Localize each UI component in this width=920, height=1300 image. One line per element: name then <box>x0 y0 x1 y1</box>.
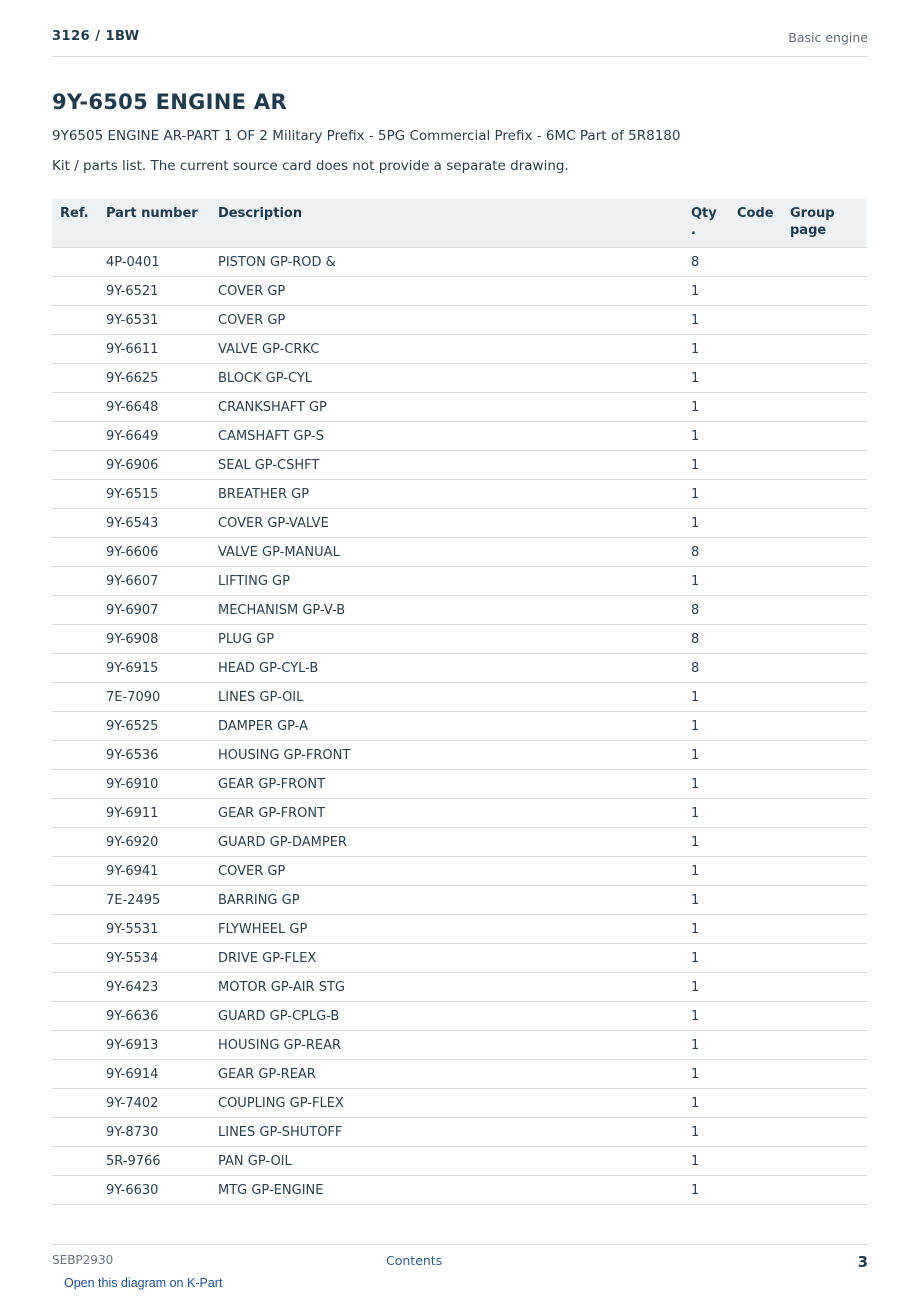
description-cell: LINES GP-SHUTOFF <box>210 1118 683 1147</box>
ref-cell <box>52 1089 98 1118</box>
table-row <box>52 857 867 886</box>
page-subtitle: 9Y6505 ENGINE AR-PART 1 OF 2 Military Prefix - 5PG Commercial Prefix - 6MC Part of 5R8180 <box>52 128 681 144</box>
ref-cell <box>52 1118 98 1147</box>
ref-cell <box>52 1002 98 1031</box>
description-cell: BARRING GP <box>210 886 683 915</box>
ref-cell <box>52 799 98 828</box>
ref-cell <box>52 857 98 886</box>
code-cell <box>729 248 782 277</box>
description-cell: COUPLING GP-FLEX <box>210 1089 683 1118</box>
code-cell <box>729 567 782 596</box>
ref-cell <box>52 1147 98 1176</box>
group-page-cell <box>782 1089 867 1118</box>
page-header <box>52 22 868 57</box>
qty-cell: 1 <box>683 741 729 770</box>
group-page-cell <box>782 944 867 973</box>
table-row <box>52 538 867 567</box>
group-page-cell <box>782 712 867 741</box>
table-row <box>52 509 867 538</box>
ref-cell <box>52 915 98 944</box>
section-label: Basic engine <box>788 30 868 45</box>
table-row <box>52 1176 867 1205</box>
table-row <box>52 1147 867 1176</box>
part-number-cell: 9Y-6423 <box>98 973 210 1002</box>
table-row <box>52 1031 867 1060</box>
group-page-cell <box>782 393 867 422</box>
qty-cell: 1 <box>683 335 729 364</box>
description-cell: GUARD GP-CPLG-B <box>210 1002 683 1031</box>
ref-cell <box>52 625 98 654</box>
code-cell <box>729 1060 782 1089</box>
group-page-cell <box>782 1002 867 1031</box>
qty-cell: 1 <box>683 1002 729 1031</box>
part-number-cell: 9Y-6915 <box>98 654 210 683</box>
description-cell: GEAR GP-FRONT <box>210 799 683 828</box>
qty-cell: 1 <box>683 480 729 509</box>
qty-cell: 1 <box>683 1060 729 1089</box>
table-row <box>52 451 867 480</box>
group-page-cell <box>782 1147 867 1176</box>
ref-cell <box>52 364 98 393</box>
group-page-cell <box>782 1176 867 1205</box>
part-number-cell: 9Y-5531 <box>98 915 210 944</box>
part-number-cell: 9Y-6630 <box>98 1176 210 1205</box>
description-cell: MOTOR GP-AIR STG <box>210 973 683 1002</box>
qty-cell: 8 <box>683 596 729 625</box>
description-cell: COVER GP-VALVE <box>210 509 683 538</box>
code-cell <box>729 1002 782 1031</box>
qty-cell: 1 <box>683 509 729 538</box>
group-page-cell <box>782 683 867 712</box>
page-number: 3 <box>857 1253 868 1271</box>
code-cell <box>729 596 782 625</box>
part-number-cell: 9Y-6941 <box>98 857 210 886</box>
qty-cell: 1 <box>683 393 729 422</box>
ref-cell <box>52 509 98 538</box>
description-cell: MTG GP-ENGINE <box>210 1176 683 1205</box>
description-cell: HOUSING GP-REAR <box>210 1031 683 1060</box>
description-cell: BLOCK GP-CYL <box>210 364 683 393</box>
table-row <box>52 799 867 828</box>
part-number-cell: 4P-0401 <box>98 248 210 277</box>
group-page-cell <box>782 799 867 828</box>
qty-cell: 8 <box>683 654 729 683</box>
model-breadcrumb: 3126 / 1BW <box>52 29 140 44</box>
qty-cell: 1 <box>683 1147 729 1176</box>
table-row <box>52 364 867 393</box>
part-number-cell: 9Y-6914 <box>98 1060 210 1089</box>
open-kpart-link[interactable]: Open this diagram on K-Part <box>64 1276 223 1290</box>
col-qty: Qty . <box>683 199 729 248</box>
qty-cell: 1 <box>683 422 729 451</box>
code-cell <box>729 973 782 1002</box>
description-cell: DAMPER GP-A <box>210 712 683 741</box>
table-row <box>52 335 867 364</box>
qty-cell: 1 <box>683 857 729 886</box>
group-page-cell <box>782 857 867 886</box>
description-cell: CAMSHAFT GP-S <box>210 422 683 451</box>
code-cell <box>729 741 782 770</box>
ref-cell <box>52 596 98 625</box>
col-ref: Ref. <box>52 199 98 248</box>
code-cell <box>729 509 782 538</box>
part-number-cell: 9Y-6625 <box>98 364 210 393</box>
source-note: Kit / parts list. The current source card does not provide a separate drawing. <box>52 158 569 174</box>
qty-cell: 1 <box>683 306 729 335</box>
code-cell <box>729 538 782 567</box>
qty-cell: 8 <box>683 248 729 277</box>
part-number-cell: 9Y-6531 <box>98 306 210 335</box>
table-row <box>52 393 867 422</box>
part-number-cell: 9Y-8730 <box>98 1118 210 1147</box>
part-number-cell: 9Y-6611 <box>98 335 210 364</box>
description-cell: COVER GP <box>210 277 683 306</box>
group-page-cell <box>782 596 867 625</box>
header-row <box>52 199 867 248</box>
table-row <box>52 567 867 596</box>
description-cell: HOUSING GP-FRONT <box>210 741 683 770</box>
group-page-cell <box>782 915 867 944</box>
code-cell <box>729 828 782 857</box>
qty-cell: 1 <box>683 770 729 799</box>
ref-cell <box>52 248 98 277</box>
part-number-cell: 9Y-6536 <box>98 741 210 770</box>
code-cell <box>729 1118 782 1147</box>
description-cell: LINES GP-OIL <box>210 683 683 712</box>
qty-cell: 1 <box>683 915 729 944</box>
group-page-cell <box>782 770 867 799</box>
table-row <box>52 915 867 944</box>
group-page-cell <box>782 567 867 596</box>
part-number-cell: 9Y-6913 <box>98 1031 210 1060</box>
description-cell: GEAR GP-FRONT <box>210 770 683 799</box>
part-number-cell: 9Y-7402 <box>98 1089 210 1118</box>
ref-cell <box>52 1060 98 1089</box>
part-number-cell: 9Y-6906 <box>98 451 210 480</box>
code-cell <box>729 712 782 741</box>
ref-cell <box>52 712 98 741</box>
ref-cell <box>52 886 98 915</box>
group-page-cell <box>782 248 867 277</box>
ref-cell <box>52 1176 98 1205</box>
code-cell <box>729 393 782 422</box>
code-cell <box>729 770 782 799</box>
ref-cell <box>52 1031 98 1060</box>
group-page-cell <box>782 1031 867 1060</box>
qty-cell: 1 <box>683 277 729 306</box>
code-cell <box>729 799 782 828</box>
page-title: 9Y-6505 ENGINE AR <box>52 90 287 114</box>
part-number-cell: 9Y-6515 <box>98 480 210 509</box>
description-cell: HEAD GP-CYL-B <box>210 654 683 683</box>
code-cell <box>729 654 782 683</box>
description-cell: MECHANISM GP-V-B <box>210 596 683 625</box>
parts-table <box>52 199 867 1205</box>
table-row <box>52 683 867 712</box>
qty-cell: 1 <box>683 683 729 712</box>
code-cell <box>729 683 782 712</box>
part-number-cell: 5R-9766 <box>98 1147 210 1176</box>
ref-cell <box>52 451 98 480</box>
part-number-cell: 9Y-6636 <box>98 1002 210 1031</box>
table-row <box>52 1118 867 1147</box>
ref-cell <box>52 422 98 451</box>
code-cell <box>729 1089 782 1118</box>
part-number-cell: 7E-7090 <box>98 683 210 712</box>
group-page-cell <box>782 422 867 451</box>
part-number-cell: 7E-2495 <box>98 886 210 915</box>
table-row <box>52 973 867 1002</box>
group-page-cell <box>782 1118 867 1147</box>
table-row <box>52 422 867 451</box>
part-number-cell: 9Y-6525 <box>98 712 210 741</box>
part-number-cell: 9Y-6607 <box>98 567 210 596</box>
code-cell <box>729 480 782 509</box>
group-page-cell <box>782 625 867 654</box>
code-cell <box>729 1147 782 1176</box>
group-page-cell <box>782 973 867 1002</box>
ref-cell <box>52 770 98 799</box>
ref-cell <box>52 683 98 712</box>
description-cell: VALVE GP-MANUAL <box>210 538 683 567</box>
description-cell: BREATHER GP <box>210 480 683 509</box>
ref-cell <box>52 393 98 422</box>
part-number-cell: 9Y-6908 <box>98 625 210 654</box>
qty-cell: 1 <box>683 799 729 828</box>
col-code: Code <box>729 199 782 248</box>
table-row <box>52 596 867 625</box>
code-cell <box>729 277 782 306</box>
description-cell: GUARD GP-DAMPER <box>210 828 683 857</box>
group-page-cell <box>782 509 867 538</box>
qty-cell: 1 <box>683 364 729 393</box>
code-cell <box>729 364 782 393</box>
group-page-cell <box>782 335 867 364</box>
ref-cell <box>52 654 98 683</box>
group-page-cell <box>782 886 867 915</box>
description-cell: GEAR GP-REAR <box>210 1060 683 1089</box>
qty-cell: 1 <box>683 973 729 1002</box>
table-row <box>52 480 867 509</box>
description-cell: CRANKSHAFT GP <box>210 393 683 422</box>
table-row <box>52 944 867 973</box>
description-cell: COVER GP <box>210 306 683 335</box>
qty-cell: 1 <box>683 828 729 857</box>
qty-cell: 1 <box>683 1176 729 1205</box>
qty-cell: 1 <box>683 1031 729 1060</box>
code-cell <box>729 625 782 654</box>
table-row <box>52 277 867 306</box>
table-row <box>52 828 867 857</box>
ref-cell <box>52 538 98 567</box>
qty-cell: 1 <box>683 1118 729 1147</box>
description-cell: PLUG GP <box>210 625 683 654</box>
table-row <box>52 1060 867 1089</box>
qty-cell: 1 <box>683 567 729 596</box>
part-number-cell: 9Y-6911 <box>98 799 210 828</box>
col-part-number: Part number <box>98 199 210 248</box>
description-cell: PAN GP-OIL <box>210 1147 683 1176</box>
code-cell <box>729 886 782 915</box>
col-group-page: Group page <box>782 199 867 248</box>
code-cell <box>729 915 782 944</box>
qty-cell: 1 <box>683 944 729 973</box>
group-page-cell <box>782 538 867 567</box>
description-cell: VALVE GP-CRKC <box>210 335 683 364</box>
code-cell <box>729 451 782 480</box>
group-page-cell <box>782 451 867 480</box>
code-cell <box>729 1176 782 1205</box>
table-row <box>52 770 867 799</box>
document-number: SEBP2930 <box>52 1253 114 1267</box>
description-cell: SEAL GP-CSHFT <box>210 451 683 480</box>
table-row <box>52 741 867 770</box>
qty-cell: 8 <box>683 625 729 654</box>
ref-cell <box>52 973 98 1002</box>
description-cell: LIFTING GP <box>210 567 683 596</box>
qty-cell: 1 <box>683 451 729 480</box>
ref-cell <box>52 480 98 509</box>
table-row <box>52 654 867 683</box>
table-row <box>52 1002 867 1031</box>
part-number-cell: 9Y-6907 <box>98 596 210 625</box>
group-page-cell <box>782 364 867 393</box>
ref-cell <box>52 306 98 335</box>
part-number-cell: 9Y-6543 <box>98 509 210 538</box>
group-page-cell <box>782 828 867 857</box>
group-page-cell <box>782 277 867 306</box>
code-cell <box>729 306 782 335</box>
ref-cell <box>52 741 98 770</box>
table-row <box>52 625 867 654</box>
qty-cell: 1 <box>683 886 729 915</box>
qty-cell: 8 <box>683 538 729 567</box>
ref-cell <box>52 277 98 306</box>
group-page-cell <box>782 741 867 770</box>
description-cell: DRIVE GP-FLEX <box>210 944 683 973</box>
ref-cell <box>52 335 98 364</box>
code-cell <box>729 422 782 451</box>
part-number-cell: 9Y-6648 <box>98 393 210 422</box>
part-number-cell: 9Y-5534 <box>98 944 210 973</box>
table-row <box>52 306 867 335</box>
code-cell <box>729 1031 782 1060</box>
code-cell <box>729 335 782 364</box>
ref-cell <box>52 944 98 973</box>
group-page-cell <box>782 1060 867 1089</box>
table-row <box>52 886 867 915</box>
code-cell <box>729 944 782 973</box>
group-page-cell <box>782 654 867 683</box>
part-number-cell: 9Y-6649 <box>98 422 210 451</box>
parts-table-header <box>52 199 867 248</box>
part-number-cell: 9Y-6606 <box>98 538 210 567</box>
part-number-cell: 9Y-6920 <box>98 828 210 857</box>
contents-link[interactable]: Contents <box>386 1253 443 1268</box>
parts-table-body <box>52 248 867 1205</box>
ref-cell <box>52 567 98 596</box>
description-cell: PISTON GP-ROD & <box>210 248 683 277</box>
table-row <box>52 712 867 741</box>
table-row <box>52 1089 867 1118</box>
group-page-cell <box>782 480 867 509</box>
ref-cell <box>52 828 98 857</box>
description-cell: COVER GP <box>210 857 683 886</box>
table-row <box>52 248 867 277</box>
group-page-cell <box>782 306 867 335</box>
part-number-cell: 9Y-6521 <box>98 277 210 306</box>
qty-cell: 1 <box>683 712 729 741</box>
part-number-cell: 9Y-6910 <box>98 770 210 799</box>
description-cell: FLYWHEEL GP <box>210 915 683 944</box>
qty-cell: 1 <box>683 1089 729 1118</box>
col-description: Description <box>210 199 683 248</box>
code-cell <box>729 857 782 886</box>
